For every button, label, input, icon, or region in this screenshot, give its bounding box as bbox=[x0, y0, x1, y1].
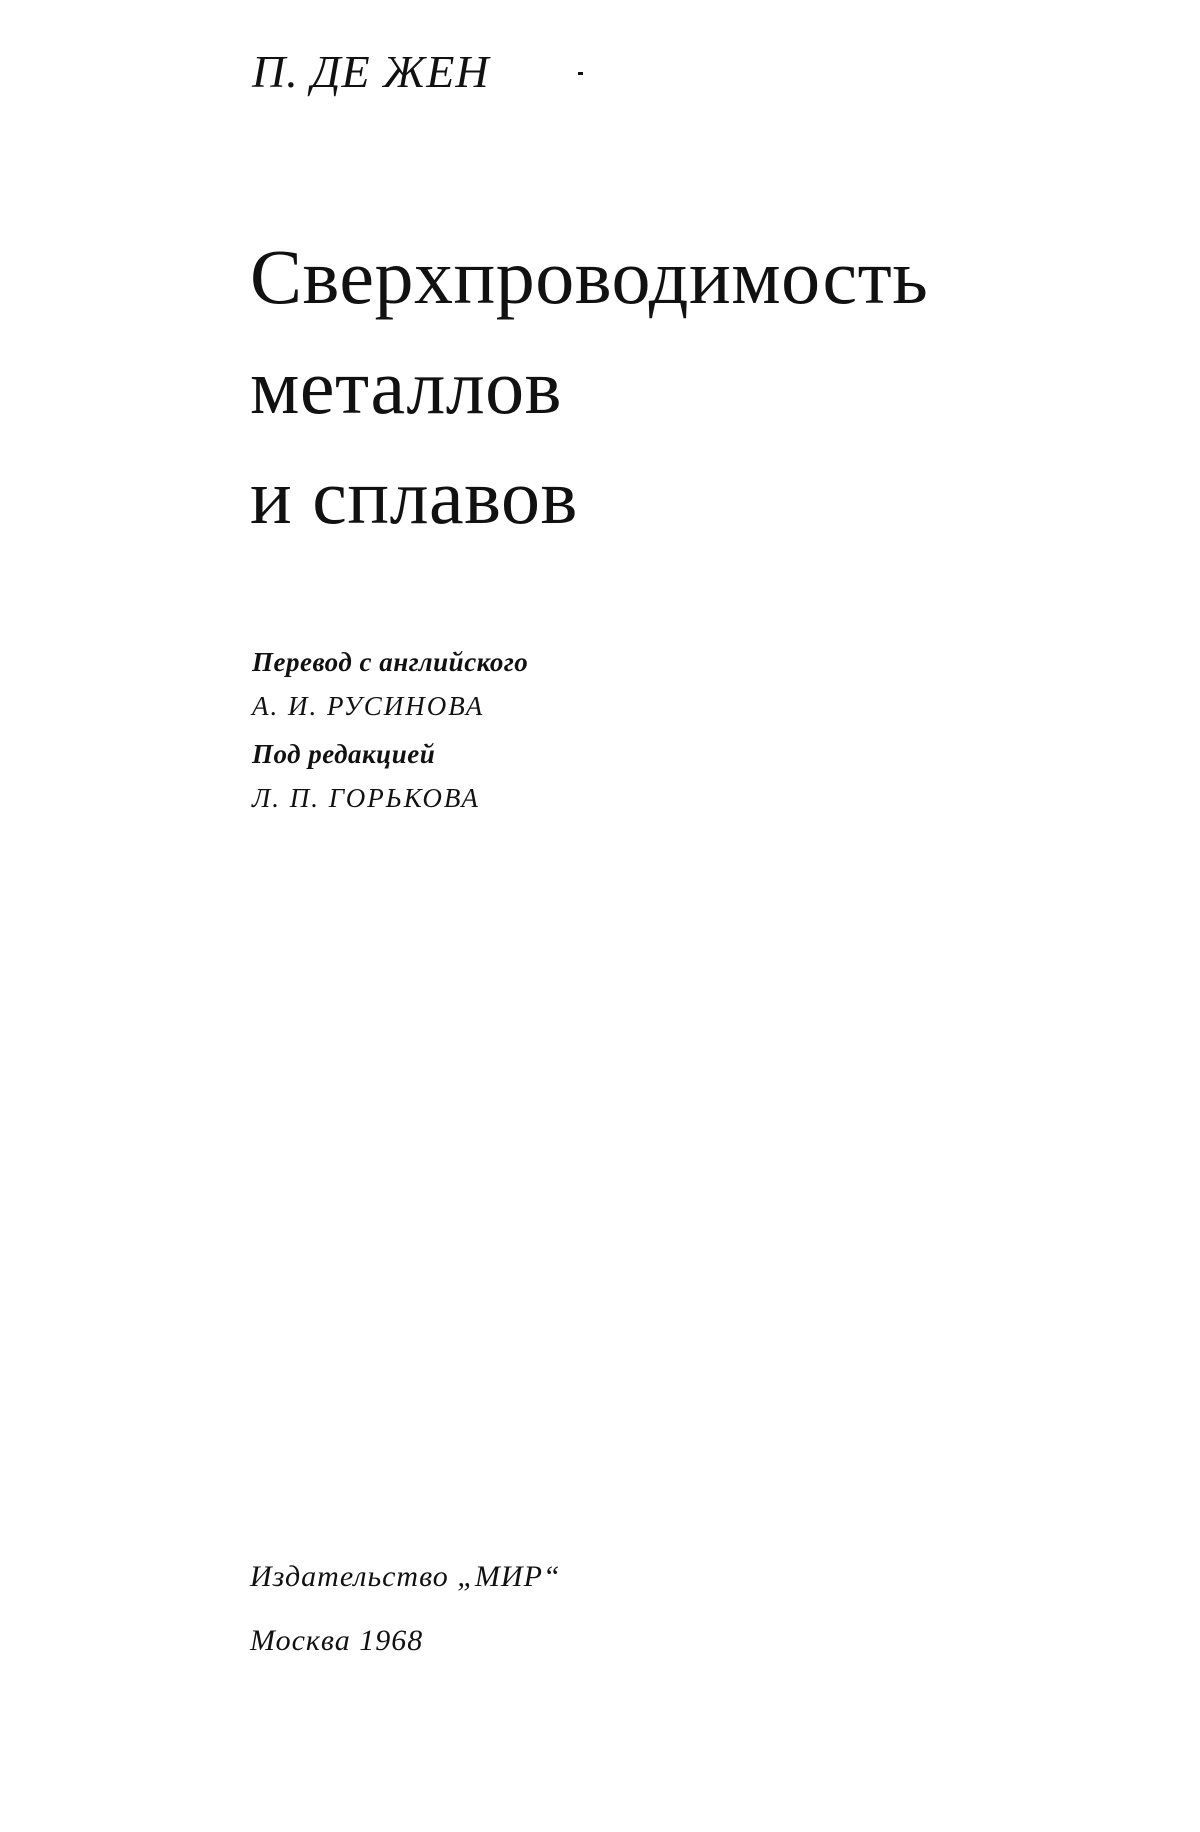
translator-name: А. И. РУСИНОВА bbox=[252, 691, 485, 721]
book-title-line-2: металлов bbox=[250, 343, 563, 430]
imprint-block bbox=[250, 1545, 561, 1673]
book-title bbox=[250, 222, 928, 552]
author-name: П. ДЕ ЖЕН bbox=[252, 46, 490, 97]
translation-role: Перевод с английского bbox=[252, 647, 529, 677]
place-and-year: Москва 1968 bbox=[250, 1624, 424, 1657]
book-title-line-1: Сверхпроводимость bbox=[250, 233, 929, 320]
print-speck bbox=[578, 72, 583, 75]
editor-name: Л. П. ГОРЬКОВА bbox=[252, 783, 480, 813]
editing-role: Под редакцией bbox=[252, 739, 436, 769]
publisher-name: Издательство „МИР“ bbox=[250, 1560, 561, 1593]
book-title-line-3: и сплавов bbox=[250, 453, 578, 540]
credits-block bbox=[252, 640, 528, 820]
